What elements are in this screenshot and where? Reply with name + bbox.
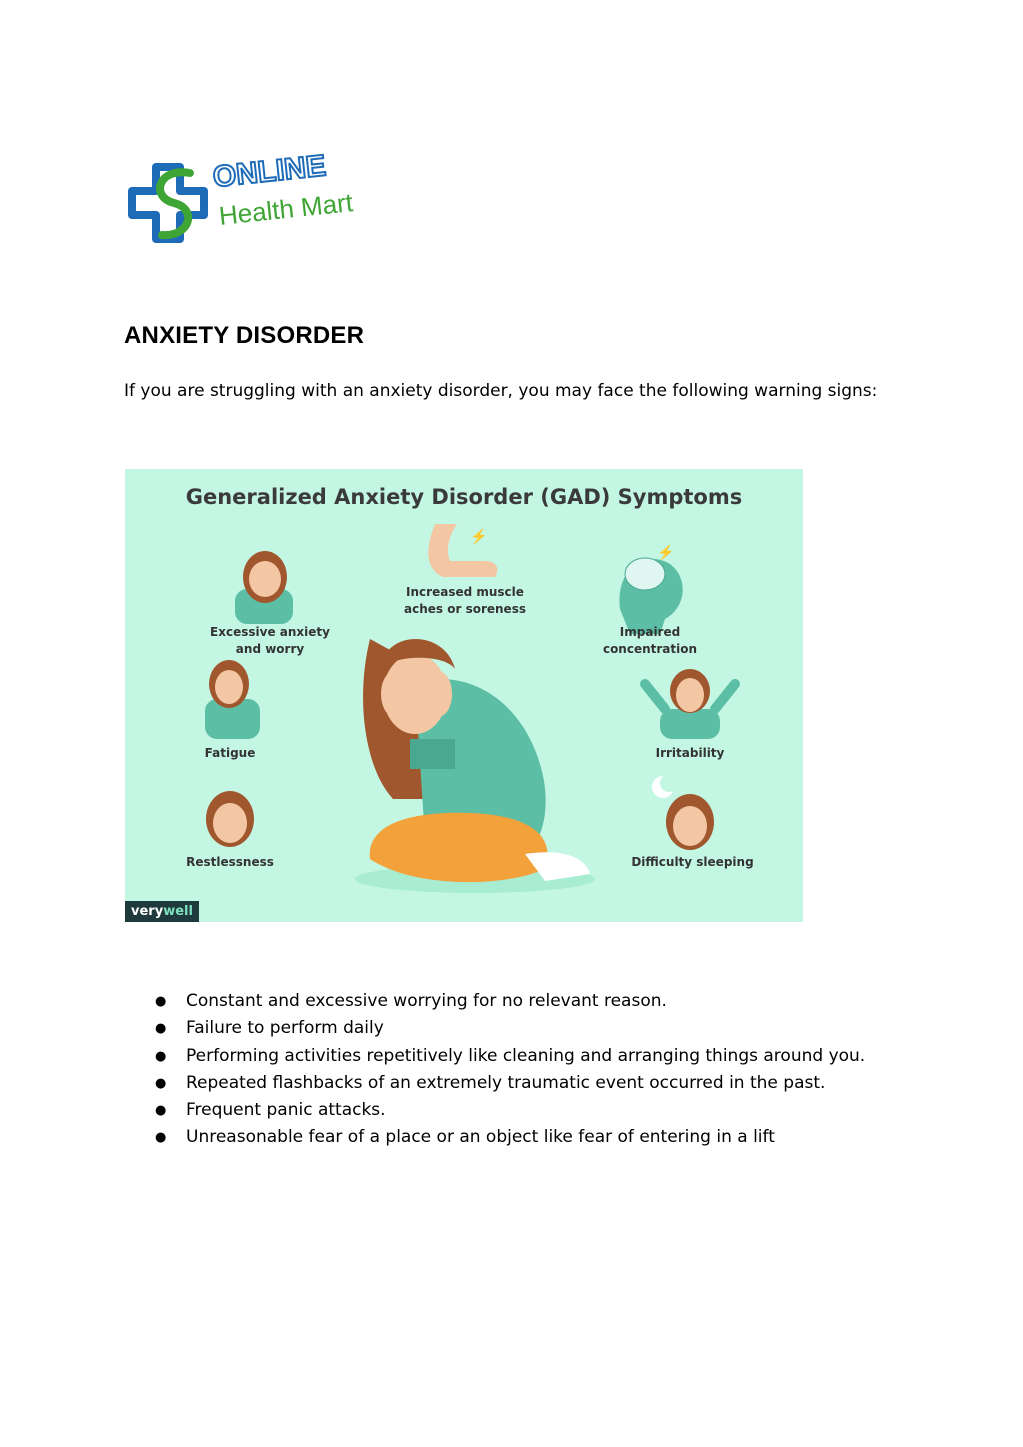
bullet-icon: ● bbox=[155, 1103, 167, 1119]
arm-icon bbox=[428, 524, 497, 577]
label-restlessness: Restlessness bbox=[186, 855, 274, 869]
cross-s-logo-icon bbox=[128, 145, 368, 255]
label-difficulty-sleeping: Difficulty sleeping bbox=[631, 855, 754, 869]
label-fatigue: Fatigue bbox=[204, 746, 256, 760]
bullet-icon: ● bbox=[155, 1075, 167, 1091]
restless-woman-icon bbox=[206, 791, 254, 847]
worried-woman-icon bbox=[235, 551, 293, 624]
label-irritability: Irritability bbox=[655, 746, 725, 760]
bullet-icon: ● bbox=[155, 1021, 167, 1037]
infographic-title: Generalized Anxiety Disorder (GAD) Symptoms bbox=[185, 485, 743, 509]
list-item: ● Performing activities repetitively like cleaning and arranging things around you. bbox=[155, 1043, 865, 1070]
warning-signs-list bbox=[155, 988, 865, 1152]
list-item: ● Frequent panic attacks. bbox=[155, 1097, 865, 1124]
label-muscle-aches: Increased muscle aches or soreness bbox=[404, 585, 526, 616]
svg-text:ONLINE: ONLINE bbox=[211, 149, 328, 194]
bullet-icon: ● bbox=[155, 1130, 167, 1146]
central-woman-figure bbox=[363, 639, 590, 882]
svg-text:⚡: ⚡ bbox=[470, 528, 488, 544]
irritated-woman-icon bbox=[645, 669, 735, 739]
fatigue-woman-icon bbox=[205, 660, 260, 739]
label-impaired-concentration: Impaired concentration bbox=[602, 625, 698, 656]
list-item: ● Constant and excessive worrying for no relevant reason. bbox=[155, 988, 865, 1015]
list-item: ● Repeated flashbacks of an extremely traumatic event occurred in the past. bbox=[155, 1070, 865, 1097]
brain-head-icon bbox=[619, 544, 682, 634]
verywell-brand-badge: verywell bbox=[125, 901, 199, 922]
sleepless-woman-icon bbox=[652, 774, 714, 850]
online-health-mart-logo bbox=[128, 145, 368, 255]
label-excessive-worry: Excessive anxiety and worry bbox=[210, 625, 330, 656]
bullet-icon: ● bbox=[155, 994, 167, 1009]
svg-text:⚡: ⚡ bbox=[657, 544, 675, 560]
gad-symptoms-infographic bbox=[125, 469, 803, 922]
list-item: ● Unreasonable fear of a place or an object like fear of entering in a lift bbox=[155, 1124, 865, 1151]
bullet-icon: ● bbox=[155, 1048, 167, 1064]
list-item: ● Failure to perform daily bbox=[155, 1015, 865, 1042]
svg-text:Health Mart: Health Mart bbox=[217, 187, 355, 231]
page-title: ANXIETY DISORDER bbox=[124, 322, 365, 349]
intro-text: If you are struggling with an anxiety disorder, you may face the following warning signs: bbox=[124, 381, 878, 401]
